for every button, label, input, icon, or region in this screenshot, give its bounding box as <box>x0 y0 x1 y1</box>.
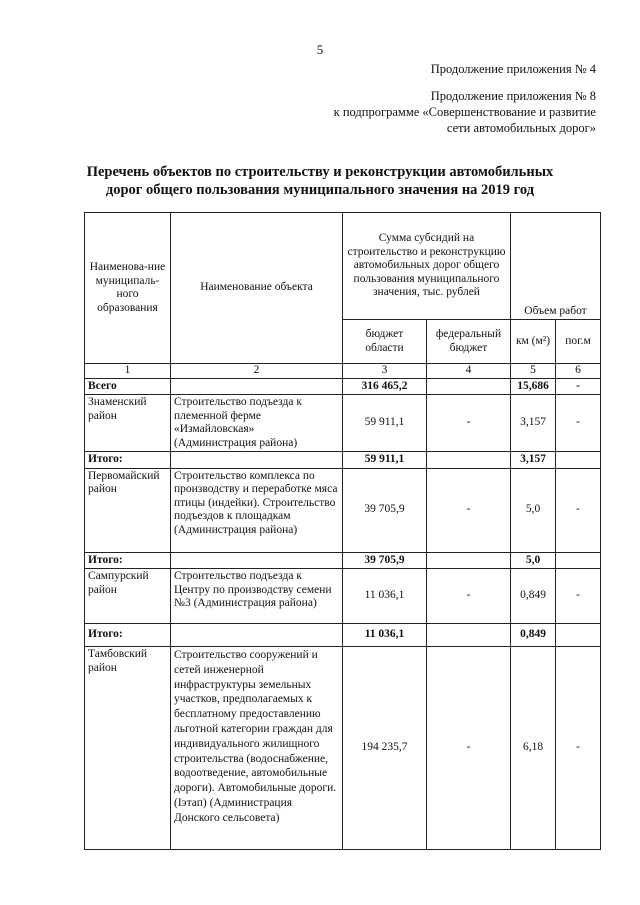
subtotal-pogm <box>556 452 601 469</box>
subtotal-regional: 11 036,1 <box>343 624 427 647</box>
subtotal-pogm <box>556 624 601 647</box>
subtotal-label: Итого: <box>85 552 171 569</box>
district-name: Сампурский район <box>85 569 171 624</box>
column-number: 2 <box>171 364 343 379</box>
document-title <box>30 163 610 199</box>
table-row <box>85 395 601 452</box>
subtotal-regional: 59 911,1 <box>343 452 427 469</box>
total-object <box>171 378 343 395</box>
pogm-value: - <box>556 569 601 624</box>
header-regional: бюджет области <box>343 320 427 364</box>
header-pogm: пог.м <box>556 320 601 364</box>
object-name: Строительство подъезда к Центру по производству семени №3 (Администрация района) <box>171 569 343 624</box>
header-km: км (м²) <box>511 320 556 364</box>
subtotal-object <box>171 452 343 469</box>
object-name: Строительство сооружений и сетей инженерной инфраструктуры земельных участков, предполагаемых к бесплатному предоставлению льготной категории граждан для индивидуального жилищного строительства (водоснабжение, водоотведение, автомобильные дороги). Автомобильные дороги. (Iэтап) (Администрация Донского сельсовета) <box>171 647 343 850</box>
title-line-1: Перечень объектов по строительству и реконструкции автомобильных <box>86 164 554 180</box>
subtotal-row <box>85 552 601 569</box>
regional-value: 194 235,7 <box>343 647 427 850</box>
header-row-1 <box>85 213 601 320</box>
federal-value: - <box>427 395 511 452</box>
subtotal-label: Итого: <box>85 624 171 647</box>
subtotal-object <box>171 552 343 569</box>
appendix-line-1: Продолжение приложения № 8 <box>430 89 596 103</box>
table-row <box>85 647 601 850</box>
column-number: 4 <box>427 364 511 379</box>
appendix-line-2: к подпрограмме «Совершенствование и развитие <box>333 105 596 119</box>
total-label: Всего <box>85 378 171 395</box>
subtotal-object <box>171 624 343 647</box>
object-name: Строительство комплекса по производству и переработке мяса птицы (индейки). Строительство подъездов к площадкам (Администрация района) <box>171 468 343 552</box>
column-number: 5 <box>511 364 556 379</box>
appendix-line-3: сети автомобильных дорог» <box>446 121 596 135</box>
subtotal-km: 0,849 <box>511 624 556 647</box>
district-name: Знаменский район <box>85 395 171 452</box>
column-number: 1 <box>85 364 171 379</box>
subtotal-federal <box>427 552 511 569</box>
total-federal <box>427 378 511 395</box>
pogm-value: - <box>556 468 601 552</box>
subtotal-km: 5,0 <box>511 552 556 569</box>
pogm-value: - <box>556 647 601 850</box>
title-line-2: дорог общего пользования муниципального значения на 2019 год <box>105 182 535 198</box>
district-name: Первомайский район <box>85 468 171 552</box>
regional-value: 39 705,9 <box>343 468 427 552</box>
regional-value: 59 911,1 <box>343 395 427 452</box>
subtotal-federal <box>427 452 511 469</box>
column-number: 6 <box>556 364 601 379</box>
pogm-value: - <box>556 395 601 452</box>
objects-table <box>84 212 601 850</box>
km-value: 5,0 <box>511 468 556 552</box>
federal-value: - <box>427 468 511 552</box>
district-name: Тамбовский район <box>85 647 171 850</box>
header-federal: федеральный бюджет <box>427 320 511 364</box>
object-name: Строительство подъезда к племенной ферме «Измайловская» (Администрация района) <box>171 395 343 452</box>
total-regional: 316 465,2 <box>343 378 427 395</box>
page-number: 5 <box>316 42 324 57</box>
total-km: 15,686 <box>511 378 556 395</box>
regional-value: 11 036,1 <box>343 569 427 624</box>
header-volume: Объем работ <box>511 213 601 320</box>
table-row <box>85 468 601 552</box>
header-object: Наименование объекта <box>171 213 343 364</box>
header-subsidy: Сумма субсидий на строительство и реконструкцию автомобильных дорог общего пользования муниципального значения, тыс. рублей <box>343 213 511 320</box>
continuation-note: Продолжение приложения № 4 <box>430 62 596 76</box>
subtotal-km: 3,157 <box>511 452 556 469</box>
column-number: 3 <box>343 364 427 379</box>
total-pogm: - <box>556 378 601 395</box>
subtotal-pogm <box>556 552 601 569</box>
subtotal-row <box>85 452 601 469</box>
km-value: 6,18 <box>511 647 556 850</box>
km-value: 3,157 <box>511 395 556 452</box>
subtotal-regional: 39 705,9 <box>343 552 427 569</box>
subtotal-label: Итого: <box>85 452 171 469</box>
km-value: 0,849 <box>511 569 556 624</box>
subtotal-federal <box>427 624 511 647</box>
header-municipality: Наименова-ние муниципаль-ного образования <box>85 213 171 364</box>
table-row <box>85 569 601 624</box>
total-row <box>85 378 601 395</box>
federal-value: - <box>427 647 511 850</box>
federal-value: - <box>427 569 511 624</box>
column-numbers-row <box>85 364 601 379</box>
subtotal-row <box>85 624 601 647</box>
